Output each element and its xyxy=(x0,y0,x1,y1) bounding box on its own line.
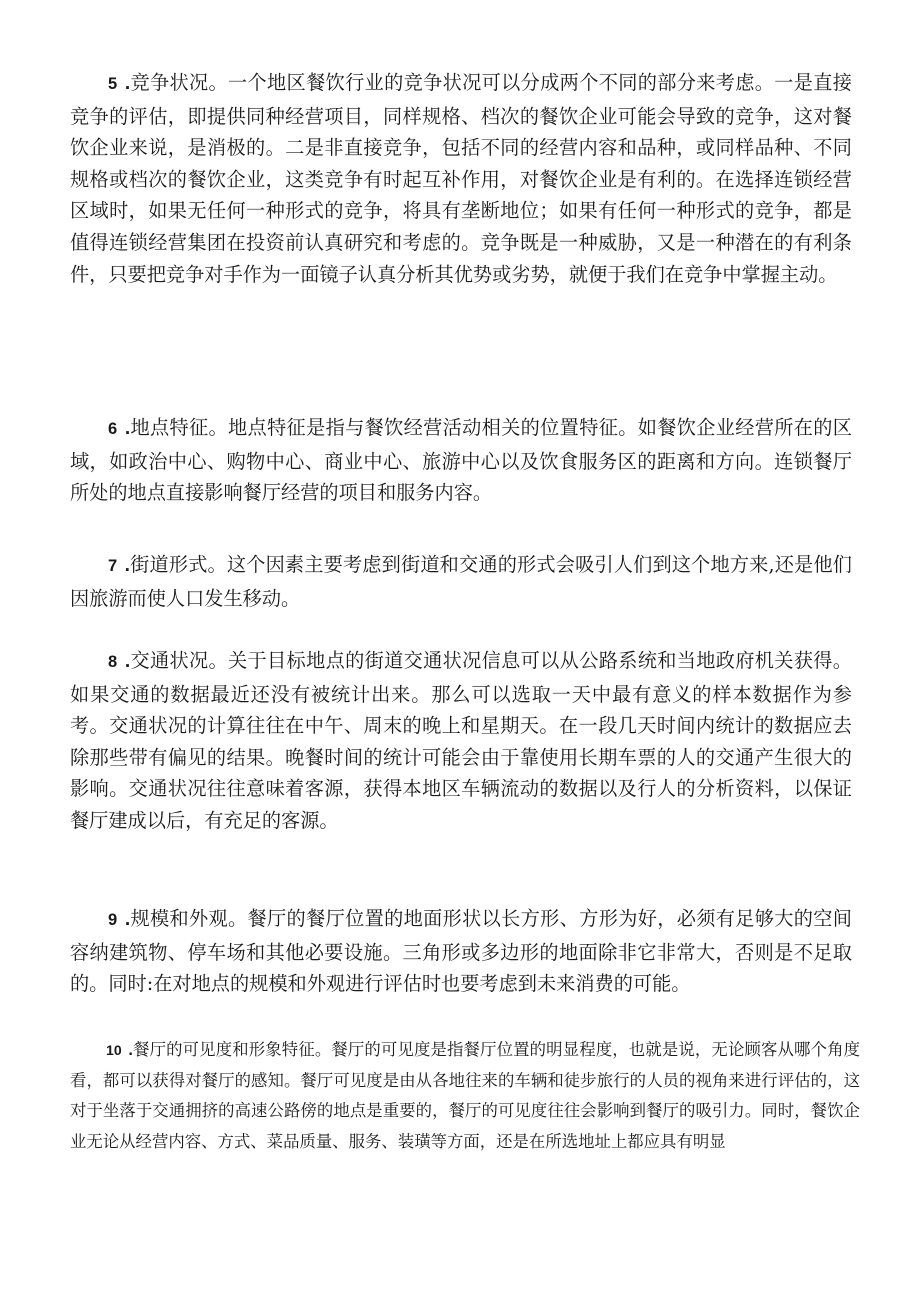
paragraph-number: 5 xyxy=(108,75,118,93)
paragraph-location-features xyxy=(70,412,852,509)
paragraph-visibility-image xyxy=(70,1035,860,1157)
paragraph-number: 8 xyxy=(108,653,118,671)
paragraph-separator: . xyxy=(119,909,131,930)
paragraph-number: 9 xyxy=(108,911,118,929)
paragraph-scale-appearance xyxy=(70,903,852,1000)
paragraph-text: 竞争状况。一个地区餐饮行业的竞争状况可以分成两个不同的部分来考虑。一是直接竞争的评估，即提供同种经营项目，同样规格、档次的餐饮企业可能会导致的竞争，这对餐饮企业来说，是消极的。二是非直接竞争，包括不同的经营内容和品种，或同样品种、不同规格或档次的餐饮企业，这类竞争有时起互补作用，对餐饮企业是有利的。在选择连锁经营区域时，如果无任何一种形式的竞争，将具有垄断地位；如果有任何一种形式的竞争，都是值得连锁经营集团在投资前认真研究和考虑的。竞争既是一种威胁，又是一种潜在的有利条件，只要把竞争对手作为一面镜子认真分析其优势或劣势，就便于我们在竞争中掌握主动。 xyxy=(70,71,852,286)
paragraph-number: 10 xyxy=(106,1042,122,1058)
paragraph-text: 街道形式。这个因素主要考虑到街道和交通的形式会吸引人们到这个地方来,还是他们因旅游而使人口发生移动。 xyxy=(70,553,852,610)
paragraph-separator: . xyxy=(119,73,131,94)
paragraph-text: 交通状况。关于目标地点的街道交通状况信息可以从公路系统和当地政府机关获得。如果交通的数据最近还没有被统计出来。那么可以选取一天中最有意义的样本数据作为参考。交通状况的计算往往在中午、周末的晚上和星期天。在一段几天时间内统计的数据应去除那些带有偏见的结果。晚餐时间的统计可能会由于靠使用长期车票的人的交通产生很大的影响。交通状况往往意味着客源，获得本地区车辆流动的数据以及行人的分析资料，以保证餐厅建成以后，有充足的客源。 xyxy=(70,649,852,832)
paragraph-text: 规模和外观。餐厅的餐厅位置的地面形状以长方形、方形为好，必须有足够大的空间容纳建筑物、停车场和其他必要设施。三角形或多边形的地面除非它非常大，否则是不足取的。同时:在对地点的规模和外观进行评估时也要考虑到未来消费的可能。 xyxy=(70,907,852,996)
paragraph-text: 餐厅的可见度和形象特征。餐厅的可见度是指餐厅位置的明显程度，也就是说，无论顾客从哪个角度看，都可以获得对餐厅的感知。餐厅可见度是由从各地往来的车辆和徒步旅行的人员的视角来进行评估的，这对于坐落于交通拥挤的高速公路傍的地点是重要的，餐厅的可见度往往会影响到餐厅的吸引力。同时，餐饮企业无论从经营内容、方式、菜品质量、服务、装璜等方面，还是在所选地址上都应具有明显 xyxy=(70,1040,861,1151)
paragraph-street-form xyxy=(70,549,852,614)
paragraph-separator: . xyxy=(123,1041,133,1059)
paragraph-competition xyxy=(70,67,852,290)
paragraph-number: 7 xyxy=(108,557,118,575)
paragraph-text: 地点特征。地点特征是指与餐饮经营活动相关的位置特征。如餐饮企业经营所在的区域，如政治中心、购物中心、商业中心、旅游中心以及饮食服务区的距离和方向。连锁餐厅所处的地点直接影响餐厅经营的项目和服务内容。 xyxy=(70,416,852,505)
paragraph-number: 6 xyxy=(108,420,118,438)
paragraph-separator: . xyxy=(119,418,131,439)
paragraph-separator: . xyxy=(119,555,131,576)
paragraph-separator: . xyxy=(119,651,131,672)
paragraph-traffic xyxy=(70,645,852,837)
